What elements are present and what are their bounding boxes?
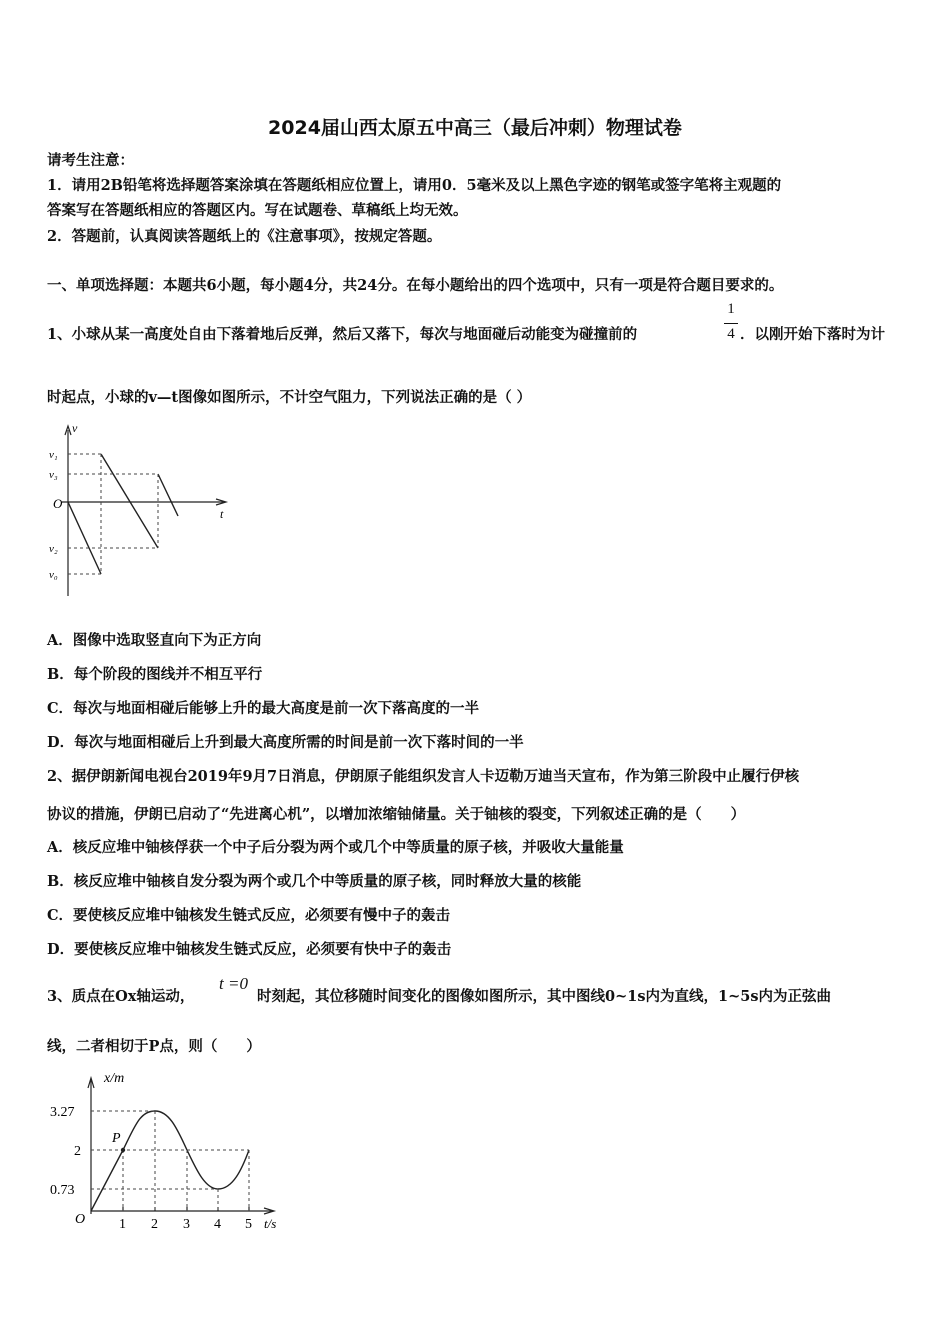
q1-v0-label: v₀ [49,569,58,581]
q1-option-d: D．每次与地面相碰后上升到最大高度所需的时间是前一次下落时间的一半 [47,734,524,751]
q1-option-a: A．图像中选取竖直向下为正方向 [47,632,262,649]
q1-v3-label: v₃ [49,469,58,481]
notice-line-1: 1．请用2B铅笔将选择题答案涂填在答题纸相应位置上，请用0．5毫米及以上黑色字迹的钢笔或签字笔将主观题的 [47,177,782,194]
notice-heading: 请考生注意： [47,152,134,169]
q1-line-1 [68,502,101,574]
q1-fraction-numerator: 1 [727,301,735,317]
q1-fraction-denominator: 4 [727,326,735,342]
q1-v2-label: v₂ [49,543,58,555]
q2-stem-part2: 协议的措施，伊朗已启动了“先进离心机”，以增加浓缩铀储量。关于铀核的裂变，下列叙述正确的是（ ） [47,806,746,823]
q1-t-label: t [220,507,224,521]
q2-option-a: A．核反应堆中铀核俘获一个中子后分裂为两个或几个中等质量的原子核，并吸收大量能量 [47,839,624,856]
q3-stem-part3: 线，二者相切于P点，则（ ） [47,1038,261,1055]
q3-xt-graph [40,1066,300,1236]
q1-stem-part2: ．以刚开始下落时为计 [740,326,885,343]
q1-option-b: B．每个阶段的图线并不相互平行 [47,666,263,683]
notice-line-3: 2．答题前，认真阅读答题纸上的《注意事项》，按规定答题。 [47,228,442,245]
q3-origin-label: O [75,1212,86,1227]
q3-x-axis-label: t/s [264,1216,277,1231]
q2-option-b: B．核反应堆中铀核自发分裂为两个或几个中等质量的原子核，同时释放大量的核能 [47,873,582,890]
q3-equation: t =0 [219,974,248,993]
q3-stem-part2: 时刻起，其位移随时间变化的图像如图所示，其中图线0~1s内为直线，1~5s内为正弦曲 [257,988,831,1005]
q1-option-c: C．每次与地面相碰后能够上升的最大高度是前一次下落高度的一半 [47,700,480,717]
page-title: 2024届山西太原五中高三（最后冲刺）物理试卷 [268,117,682,139]
q1-line-2 [101,454,158,548]
q1-v-label: v [72,421,78,435]
q1-fraction-bar [724,323,738,324]
q1-origin-label: O [53,496,63,511]
section-heading: 一、单项选择题：本题共6小题，每小题4分，共24分。在每小题给出的四个选项中，只有一项是符合题目要求的。 [47,277,784,294]
q2-stem-part1: 2、据伊朗新闻电视台2019年9月7日消息，伊朗原子能组织发言人卡迈勒万迪当天宣布，作为第三阶段中止履行伊核 [47,768,800,785]
notice-line-2: 答案写在答题纸相应的答题区内。写在试题卷、草稿纸上均无效。 [47,202,468,219]
q3-y-axis-label: x/m [104,1071,125,1086]
q2-option-c: C．要使核反应堆中铀核发生链式反应，必须要有慢中子的轰击 [47,907,451,924]
q1-v1-label: v₁ [49,449,58,461]
q3-xtick-4: 4 [214,1217,221,1232]
q1-stem-part1: 1、小球从某一高度处自由下落着地后反弹，然后又落下，每次与地面碰后动能变为碰撞前的 [47,326,638,343]
q1-stem-part3: 时起点，小球的v—t图像如图所示，不计空气阻力，下列说法正确的是（ ） [47,389,532,406]
q3-point-p [121,1148,125,1152]
q1-line-3 [158,474,178,516]
q3-point-p-label: P [112,1131,121,1146]
q3-xtick-1: 1 [119,1217,126,1232]
q3-stem-part1: 3、质点在Ox轴运动， [47,988,195,1005]
q3-xtick-5: 5 [245,1217,252,1232]
q3-straight-line [91,1150,123,1211]
q2-option-d: D．要使核反应堆中铀核发生链式反应，必须要有快中子的轰击 [47,941,452,958]
q1-vt-graph [44,418,244,603]
q3-xtick-2: 2 [151,1217,158,1232]
q3-ytick-0.73: 0.73 [50,1183,75,1198]
q3-xtick-3: 3 [183,1217,190,1232]
q3-ytick-3.27: 3.27 [50,1105,75,1120]
q3-ytick-2: 2 [74,1144,81,1159]
